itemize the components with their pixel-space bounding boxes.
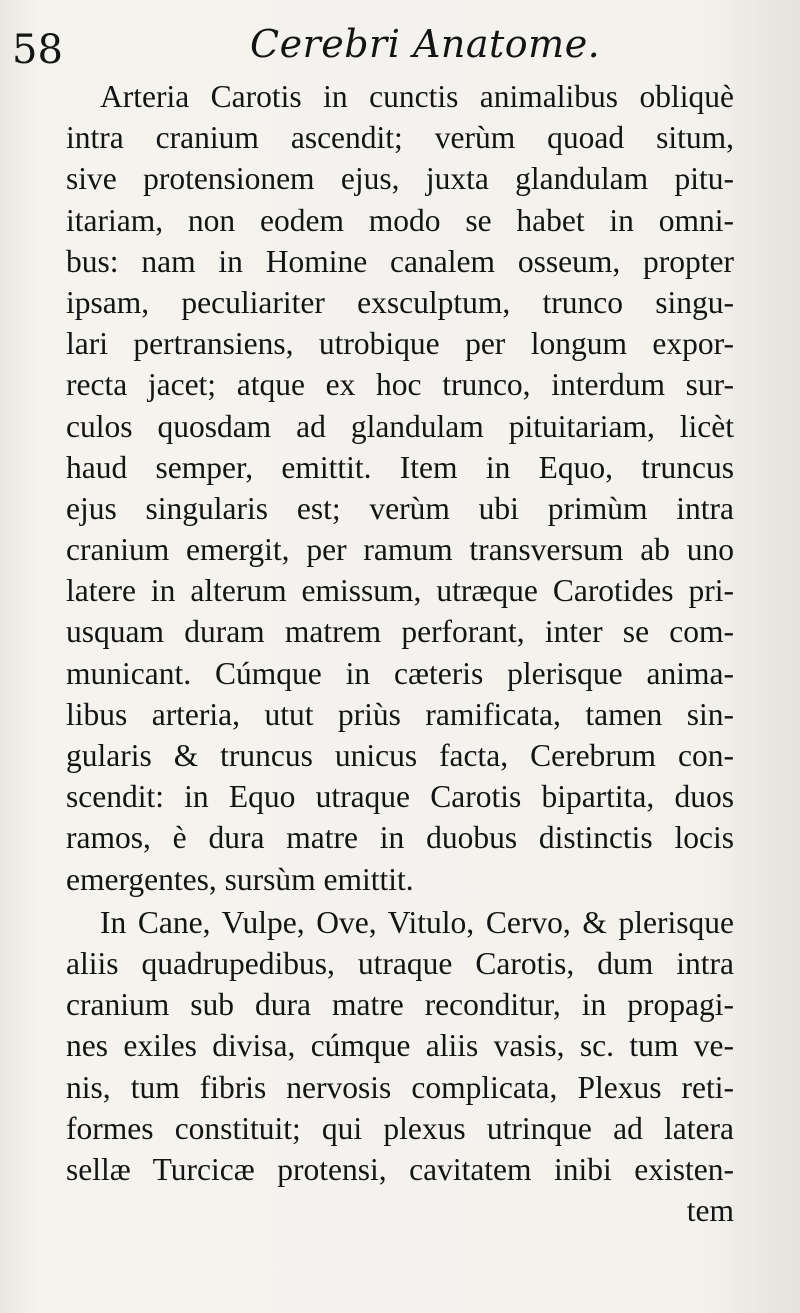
text-line: usquam duram matrem perforant, inter se com- <box>66 614 734 650</box>
text-line: ramos, è dura matre in duobus distinctis locis <box>66 820 734 856</box>
text-line: ejus singularis est; verùm ubi primùm intra <box>66 490 734 526</box>
text-line: ipsam, peculiariter exsculptum, trunco singu- <box>66 284 734 320</box>
text-line: emergentes, sursùm emittit. <box>66 861 414 897</box>
text-line: intra cranium ascendit; verùm quoad situm, <box>66 120 734 156</box>
body-text <box>66 76 734 1231</box>
text-line: recta jacet; atque ex hoc trunco, interdum sur- <box>66 367 734 403</box>
text-line: culos quosdam ad glandulam pituitariam, licèt <box>66 408 734 444</box>
running-title: Cerebri Anatome. <box>250 22 601 66</box>
text-line: municant. Cúmque in cæteris plerisque anima- <box>66 655 734 691</box>
text-line: formes constituit; qui plexus utrinque ad latera <box>66 1110 734 1146</box>
paragraph-2 <box>66 902 734 1190</box>
text-line: gularis & truncus unicus facta, Cerebrum con- <box>66 738 734 773</box>
text-line: bus: nam in Homine canalem osseum, propter <box>66 243 734 279</box>
text-line: Arteria Carotis in cunctis animalibus obliquè <box>100 79 734 114</box>
text-line: sellæ Turcicæ protensi, cavitatem inibi existen- <box>66 1151 734 1187</box>
text-line: haud semper, emittit. Item in Equo, truncus <box>66 449 734 485</box>
text-line: lari pertransiens, utrobique per longum expor- <box>66 326 734 362</box>
text-line: scendit: in Equo utraque Carotis bipartita, duos <box>66 779 734 815</box>
text-line: cranium sub dura matre reconditur, in propagi- <box>66 987 734 1023</box>
text-line: nis, tum fibris nervosis complicata, Plexus reti- <box>66 1069 734 1105</box>
text-line: cranium emergit, per ramum transversum ab uno <box>66 532 734 568</box>
text-line: itariam, non eodem modo se habet in omni- <box>66 202 734 238</box>
text-line: sive protensionem ejus, juxta glandulam pitu- <box>66 161 734 197</box>
text-line: nes exiles divisa, cúmque aliis vasis, sc. tum ve- <box>66 1028 734 1064</box>
text-line: latere in alterum emissum, utræque Carotides pri- <box>66 573 734 609</box>
text-line: libus arteria, utut priùs ramificata, tamen sin- <box>66 696 734 732</box>
text-line: aliis quadrupedibus, utraque Carotis, dum intra <box>66 945 734 981</box>
paragraph-1 <box>66 76 734 900</box>
page-number: 58 <box>12 27 63 73</box>
catchword: tem <box>686 1193 734 1229</box>
text-line: In Cane, Vulpe, Ove, Vitulo, Cervo, & plerisque <box>100 904 734 940</box>
